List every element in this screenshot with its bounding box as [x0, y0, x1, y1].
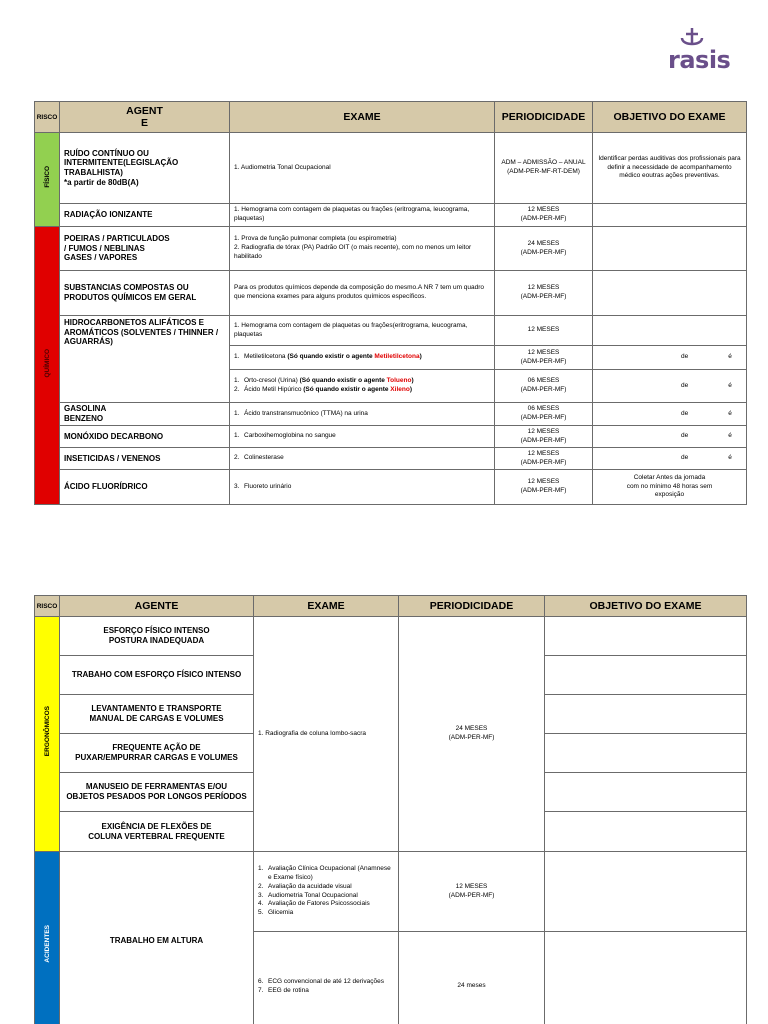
header-period: PERIODICIDADE — [495, 102, 593, 133]
agent-cell: TRABALHO EM ALTURA — [60, 852, 254, 1024]
agent-cell: RADIAÇÃO IONIZANTE — [60, 204, 230, 227]
exam-cell: 1. Ácido transtransmucônico (TTMA) na urina — [230, 403, 495, 426]
table-row — [35, 227, 747, 271]
objective-cell: de é — [593, 448, 747, 470]
list-item: 1. Avaliação Clínica Ocupacional (Anamnese e Exame físico) — [258, 865, 391, 881]
exam-cell — [254, 852, 399, 932]
agent-cell: LEVANTAMENTO E TRANSPORTE MANUAL DE CARGAS E VOLUMES — [60, 695, 254, 734]
table-row — [35, 204, 747, 227]
objective-cell — [593, 271, 747, 316]
objective-cell — [545, 695, 747, 734]
table-row — [35, 271, 747, 316]
objective-cell — [545, 617, 747, 656]
agent-cell: POEIRAS / PARTICULADOS / FUMOS / NEBLINAS GASES / VAPORES — [60, 227, 230, 271]
period-cell: 06 MESES (ADM-PER-MF) — [495, 403, 593, 426]
period-cell: 24 meses — [399, 932, 545, 1024]
exam-cell: 1. Carboxihemoglobina no sangue — [230, 426, 495, 448]
exam-cell: 1. Hemograma com contagem de plaquetas ou frações(eritrograma, leucograma, plaquetas — [230, 316, 495, 346]
header-agent: AGENTE — [60, 596, 254, 617]
period-cell: 12 MESES (ADM-PER-MF) — [495, 271, 593, 316]
table-header-row — [35, 102, 747, 133]
agent-cell: MANUSEIO DE FERRAMENTAS E/OU OBJETOS PESADOS POR LONGOS PERÍODOS — [60, 773, 254, 812]
period-cell: 12 MESES — [495, 316, 593, 346]
risk-group-ergonomicos: ERGONÔMICOS — [35, 617, 60, 852]
period-cell: 12 MESES (ADM-PER-MF) — [495, 426, 593, 448]
header-objective: OBJETIVO DO EXAME — [593, 102, 747, 133]
table-row — [35, 448, 747, 470]
header-agent: AGENT E — [60, 102, 230, 133]
exam-cell: 3. Fluoreto urinário — [230, 470, 495, 505]
period-cell: 06 MESES (ADM-PER-MF) — [495, 370, 593, 403]
period-cell: 12 MESES (ADM-PER-MF) — [495, 346, 593, 370]
risk-group-fisico: FÍSICO — [35, 133, 60, 227]
objective-cell — [545, 773, 747, 812]
agent-cell: FREQUENTE AÇÃO DE PUXAR/EMPURRAR CARGAS E VOLUMES — [60, 734, 254, 773]
objective-cell — [545, 932, 747, 1024]
table-row — [35, 470, 747, 505]
objective-cell: Coletar Antes da jornada com no mínimo 48 horas sem exposição — [593, 470, 747, 505]
period-cell: 24 MESES (ADM-PER-MF) — [399, 617, 545, 852]
header-objective: OBJETIVO DO EXAME — [545, 596, 747, 617]
agent-cell: RUÍDO CONTÍNUO OU INTERMITENTE(LEGISLAÇÃO TRABALHISTA) *a partir de 80dB(A) — [60, 133, 230, 204]
exam-cell: Para os produtos químicos depende da composição do mesmo.A NR 7 tem um quadro que menciona exames para alguns produtos químicos específicos. — [230, 271, 495, 316]
period-cell: 12 MESES (ADM-PER-MF) — [495, 204, 593, 227]
list-item: 7. EEG de rotina — [258, 986, 309, 994]
agent-cell: GASOLINA BENZENO — [60, 403, 230, 426]
list-item: 6. ECG convencional de até 12 derivações — [258, 977, 384, 985]
objective-cell: de é — [593, 426, 747, 448]
risk-table-ergonomic-accident — [34, 595, 747, 1024]
objective-cell: de é — [593, 403, 747, 426]
list-item: 2. Avaliação da acuidade visual — [258, 882, 352, 890]
exam-cell: 1. Audiometria Tonal Ocupacional — [230, 133, 495, 204]
objective-cell — [545, 852, 747, 932]
table-row — [35, 617, 747, 656]
period-cell: ADM – ADMISSÃO – ANUAL (ADM-PER-MF-RT-DEM) — [495, 133, 593, 204]
period-cell: 12 MESES (ADM-PER-MF) — [495, 448, 593, 470]
agent-cell: HIDROCARBONETOS ALIFÁTICOS E AROMÁTICOS (SOLVENTES / THINNER / AGUARRÁS) — [60, 316, 230, 403]
objective-cell — [593, 204, 747, 227]
header-exam: EXAME — [254, 596, 399, 617]
objective-cell: de é — [593, 370, 747, 403]
exam-cell: 1. Prova de função pulmonar completa (ou espirometria) 2. Radiografia de tórax (PA) Padrão OIT (o mais recente), com no menos um leitor habilitado — [230, 227, 495, 271]
table-row — [35, 316, 747, 346]
logo-text: rasis — [668, 46, 731, 74]
list-item: 3. Audiometria Tonal Ocupacional — [258, 891, 358, 899]
exam-cell: 1. Metiletilcetona (Só quando existir o agente Metiletilcetona) — [230, 346, 495, 370]
agent-cell: MONÓXIDO DECARBONO — [60, 426, 230, 448]
objective-cell: Identificar perdas auditivas dos profissionais para definir a necessidade de acompanhamento médico eoutras ações preventivas. — [593, 133, 747, 204]
agent-cell: EXIGÊNCIA DE FLEXÕES DE COLUNA VERTEBRAL FREQUENTE — [60, 812, 254, 852]
table-row — [35, 426, 747, 448]
objective-cell — [593, 227, 747, 271]
risk-group-quimico: QUÍMICO — [35, 227, 60, 505]
risk-group-acidentes: ACIDENTES — [35, 852, 60, 1024]
agent-cell: TRABAHO COM ESFORÇO FÍSICO INTENSO — [60, 656, 254, 695]
header-risk: RISCO — [35, 102, 60, 133]
exam-cell: 2. Colinesterase — [230, 448, 495, 470]
list-item: 5. Glicemia — [258, 909, 294, 917]
exam-cell: 1. Orto-cresol (Urina) (Só quando existir o agente Tolueno) 2. Ácido Metil Hipúrico (Só quando existir o agente Xileno) — [230, 370, 495, 403]
agent-cell: SUBSTANCIAS COMPOSTAS OU PRODUTOS QUÍMICOS EM GERAL — [60, 271, 230, 316]
agent-cell: ÁCIDO FLUORÍDRICO — [60, 470, 230, 505]
objective-cell — [545, 656, 747, 695]
exam-cell: 1. Hemograma com contagem de plaquetas ou frações (eritrograma, leucograma, plaquetas) — [230, 204, 495, 227]
exam-cell — [254, 932, 399, 1024]
header-exam: EXAME — [230, 102, 495, 133]
table-row — [35, 403, 747, 426]
table-header-row — [35, 596, 747, 617]
table-row — [35, 133, 747, 204]
period-cell: 12 MESES (ADM-PER-MF) — [495, 470, 593, 505]
table-row — [35, 852, 747, 932]
period-cell: 24 MESES (ADM-PER-MF) — [495, 227, 593, 271]
exam-cell: 1. Radiografia de coluna lombo-sacra — [254, 617, 399, 852]
agent-cell: INSETICIDAS / VENENOS — [60, 448, 230, 470]
objective-cell: de é — [593, 346, 747, 370]
list-item: 4. Avaliação de Fatores Psicossociais — [258, 900, 370, 908]
agent-cell: ESFORÇO FÍSICO INTENSO POSTURA INADEQUADA — [60, 617, 254, 656]
period-cell: 12 MESES (ADM-PER-MF) — [399, 852, 545, 932]
rasis-logo — [664, 28, 736, 76]
header-risk: RISCO — [35, 596, 60, 617]
objective-cell — [545, 734, 747, 773]
header-period: PERIODICIDADE — [399, 596, 545, 617]
objective-cell — [545, 812, 747, 852]
objective-cell — [593, 316, 747, 346]
risk-table-physical-chemical — [34, 101, 747, 505]
